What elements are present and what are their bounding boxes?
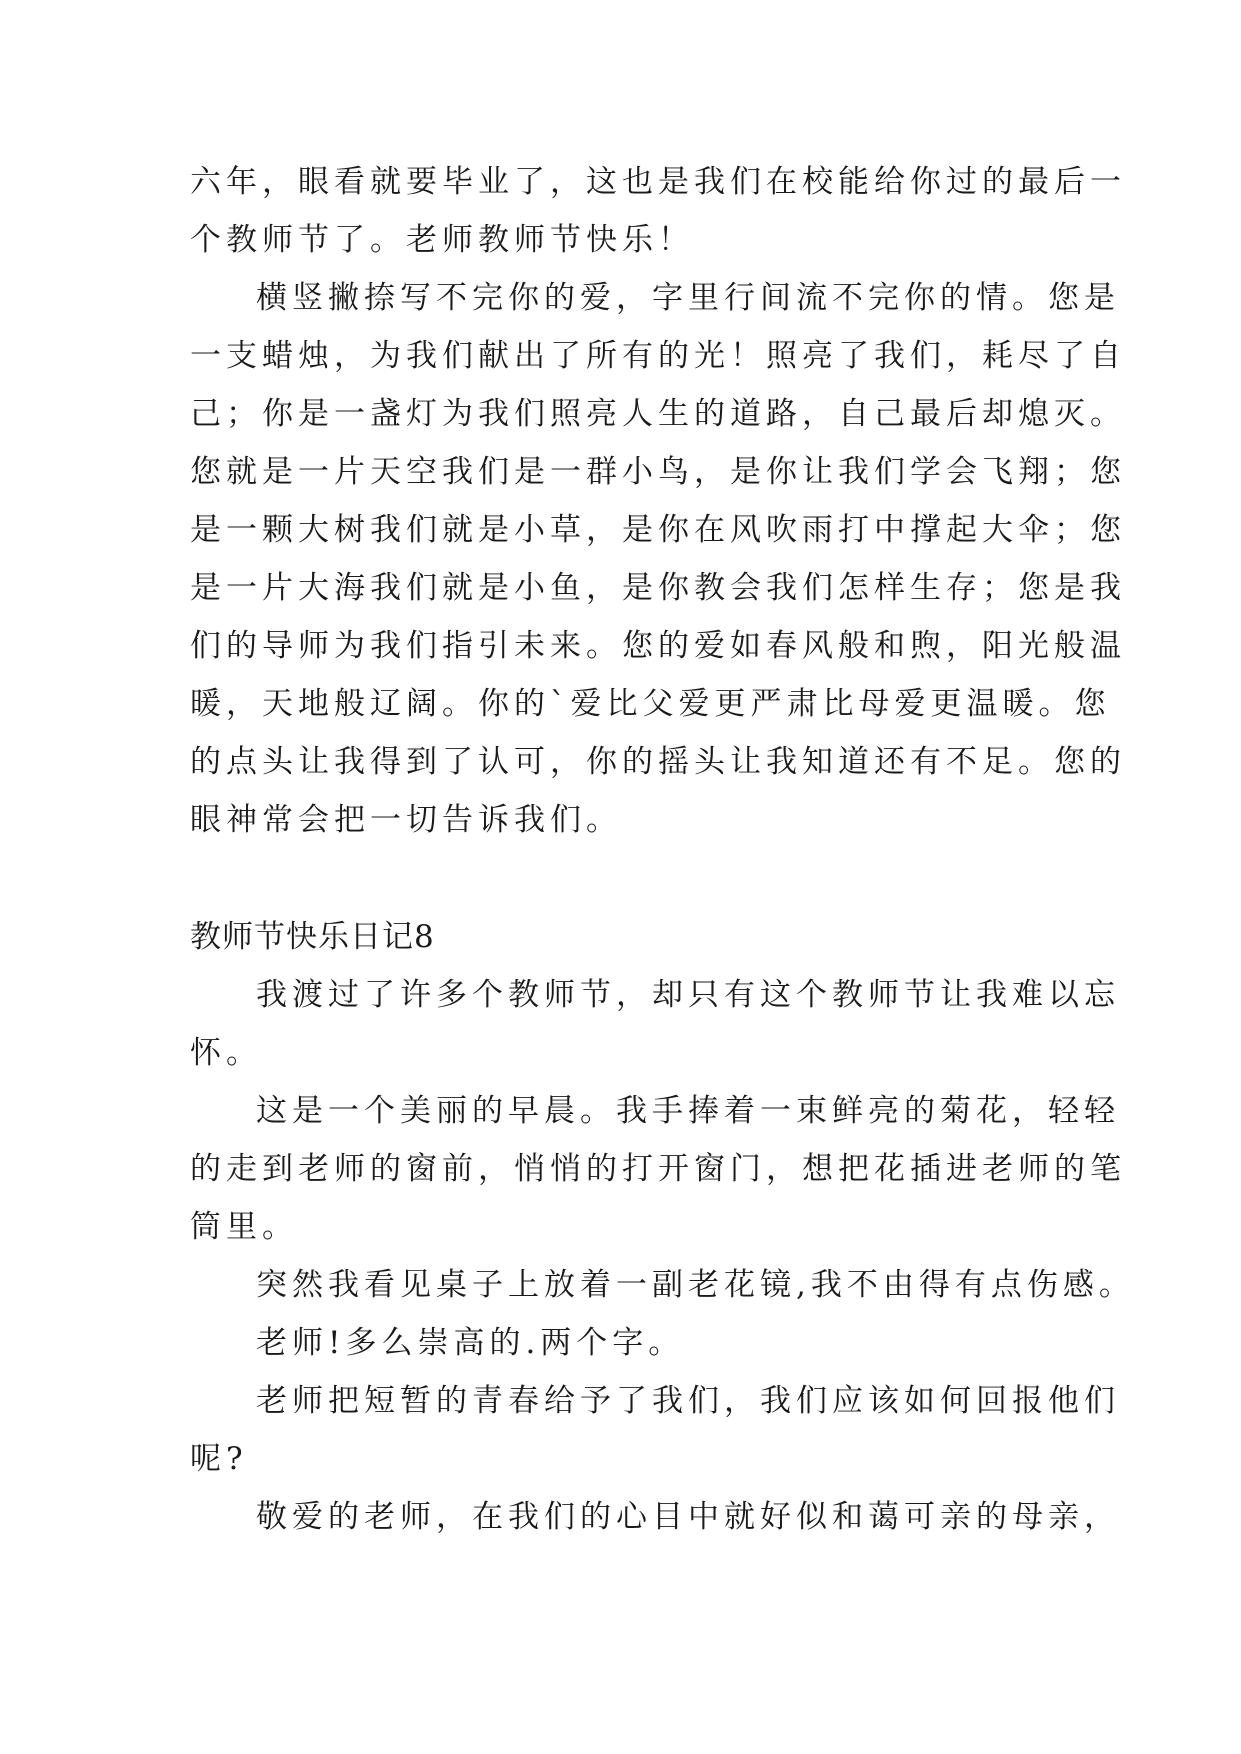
paragraph-morning (190, 1082, 1126, 1256)
text-line: 老师!多么崇高的.两个字。 (256, 1325, 685, 1361)
section-title: 教师节快乐日记8 (190, 919, 435, 955)
paragraph-continuation (190, 153, 1126, 269)
text-line: 老师把短暂的青春给予了我们，我们应该如何回报他们 (256, 1383, 1120, 1419)
text-line: 筒里。 (190, 1209, 298, 1245)
text-line: 的点头让我得到了认可，你的摇头让我知道还有不足。您的 (190, 744, 1126, 780)
text-line: 怀。 (190, 1035, 262, 1071)
paragraph-youth (190, 1372, 1120, 1488)
paragraph-intro (190, 966, 1120, 1082)
paragraph-respect (190, 1488, 1120, 1546)
text-line: 己；你是一盏灯为我们照亮人生的道路，自己最后却熄灭。 (190, 396, 1126, 432)
text-line: 是一颗大树我们就是小草，是你在风吹雨打中撑起大伞；您 (190, 512, 1126, 548)
section-spacer (190, 849, 1060, 908)
text-line: 敬爱的老师，在我们的心目中就好似和蔼可亲的母亲， (256, 1499, 1120, 1535)
text-line: 横竖撇捺写不完你的爱，字里行间流不完你的情。您是 (256, 280, 1120, 316)
paragraph-glasses (190, 1256, 1135, 1314)
text-line: 六年，眼看就要毕业了，这也是我们在校能给你过的最后一 (190, 164, 1126, 200)
text-line: 的走到老师的窗前，悄悄的打开窗门，想把花插进老师的笔 (190, 1151, 1126, 1187)
document-body (190, 153, 1135, 1546)
text-line: 们的导师为我们指引未来。您的爱如春风般和煦，阳光般温 (190, 628, 1126, 664)
text-line: 一支蜡烛，为我们献出了所有的光！照亮了我们，耗尽了自 (190, 338, 1126, 374)
paragraph-teacher-word (190, 1314, 1060, 1372)
text-line: 您就是一片天空我们是一群小鸟，是你让我们学会飞翔；您 (190, 454, 1126, 490)
text-line: 是一片大海我们就是小鱼，是你教会我们怎样生存；您是我 (190, 570, 1126, 606)
text-line: 眼神常会把一切告诉我们。 (190, 802, 622, 838)
paragraph-tribute (190, 269, 1126, 849)
text-line: 突然我看见桌子上放着一副老花镜,我不由得有点伤感。 (256, 1267, 1135, 1303)
text-line: 这是一个美丽的早晨。我手捧着一束鲜亮的菊花，轻轻 (256, 1093, 1120, 1129)
text-line: 个教师节了。老师教师节快乐！ (190, 222, 694, 258)
text-line: 暖，天地般辽阔。你的`爱比父爱更严肃比母爱更温暖。您 (190, 686, 1111, 722)
text-line: 呢? (190, 1441, 248, 1477)
text-line: 我渡过了许多个教师节，却只有这个教师节让我难以忘 (256, 977, 1120, 1013)
